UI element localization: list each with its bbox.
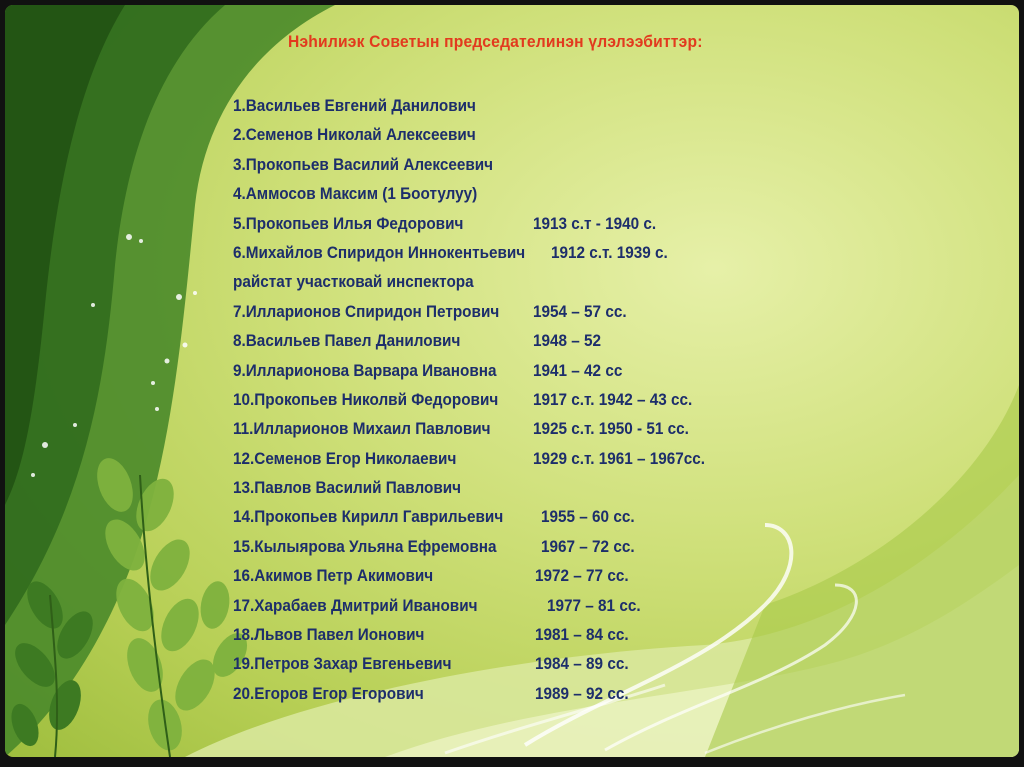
slide xyxy=(5,5,1019,757)
entry-name: 19.Петров Захар Евгеньевич xyxy=(233,654,452,674)
page-title: Нэһилиэк Советын председателинэн үлэлээбиттэр: xyxy=(288,32,703,51)
entry-name: 10.Прокопьев Николвй Федорович xyxy=(233,389,499,409)
entry-name: 2.Семенов Николай Алексеевич xyxy=(233,125,476,145)
entry-dates: 1917 с.т. 1942 – 43 сс. xyxy=(533,389,693,409)
entry-name: 4.Аммосов Максим (1 Боотулуу) xyxy=(233,184,478,204)
entry-dates: 1912 с.т. 1939 с. xyxy=(551,242,668,262)
entry-dates: 1972 – 77 сс. xyxy=(535,566,629,586)
entry-dates: 1929 с.т. 1961 – 1967сс. xyxy=(533,448,706,468)
entry-dates: 1948 – 52 xyxy=(533,331,602,351)
entry-name: 16.Акимов Петр Акимович xyxy=(233,566,434,586)
entry-dates: 1954 – 57 сс. xyxy=(533,301,627,321)
entry-name: 11.Илларионов Михаил Павлович xyxy=(233,419,491,439)
entry-name: 9.Илларионова Варвара Ивановна xyxy=(233,360,497,380)
entry-name: 20.Егоров Егор Егорович xyxy=(233,683,424,703)
entry-dates: 1981 – 84 сс. xyxy=(535,625,629,645)
entry-name: 7.Илларионов Спиридон Петрович xyxy=(233,301,500,321)
entry-dates: 1984 – 89 сс. xyxy=(535,654,629,674)
entry-name: 12.Семенов Егор Николаевич xyxy=(233,448,457,468)
decorative-background xyxy=(5,5,1019,757)
entry-name: 13.Павлов Василий Павлович xyxy=(233,478,462,498)
entry-name: 8.Васильев Павел Данилович xyxy=(233,331,461,351)
entry-name: 15.Кылыярова Ульяна Ефремовна xyxy=(233,536,497,556)
entry-dates: 1967 – 72 сс. xyxy=(541,536,635,556)
entry-name: 6.Михайлов Спиридон Иннокентьевич xyxy=(233,242,526,262)
entry-dates: 1925 с.т. 1950 - 51 сс. xyxy=(533,419,689,439)
entry-dates: 1955 – 60 сс. xyxy=(541,507,635,527)
entry-name: 3.Прокопьев Василий Алексеевич xyxy=(233,154,494,174)
entry-dates: 1941 – 42 сс xyxy=(533,360,623,380)
entry-dates: 1989 – 92 сс. xyxy=(535,683,629,703)
entry-name: 1.Васильев Евгений Данилович xyxy=(233,96,476,115)
entry-name: 17.Харабаев Дмитрий Иванович xyxy=(233,595,478,615)
entry-dates: 1977 – 81 сс. xyxy=(547,595,641,615)
entry-name: 18.Львов Павел Ионович xyxy=(233,625,425,645)
entry-name: 5.Прокопьев Илья Федорович xyxy=(233,213,464,233)
entry-dates: 1913 с.т - 1940 с. xyxy=(533,213,657,233)
entry-name: 14.Прокопьев Кирилл Гаврильевич xyxy=(233,507,504,527)
entry-name: райстат участковай инспектора xyxy=(233,272,474,292)
